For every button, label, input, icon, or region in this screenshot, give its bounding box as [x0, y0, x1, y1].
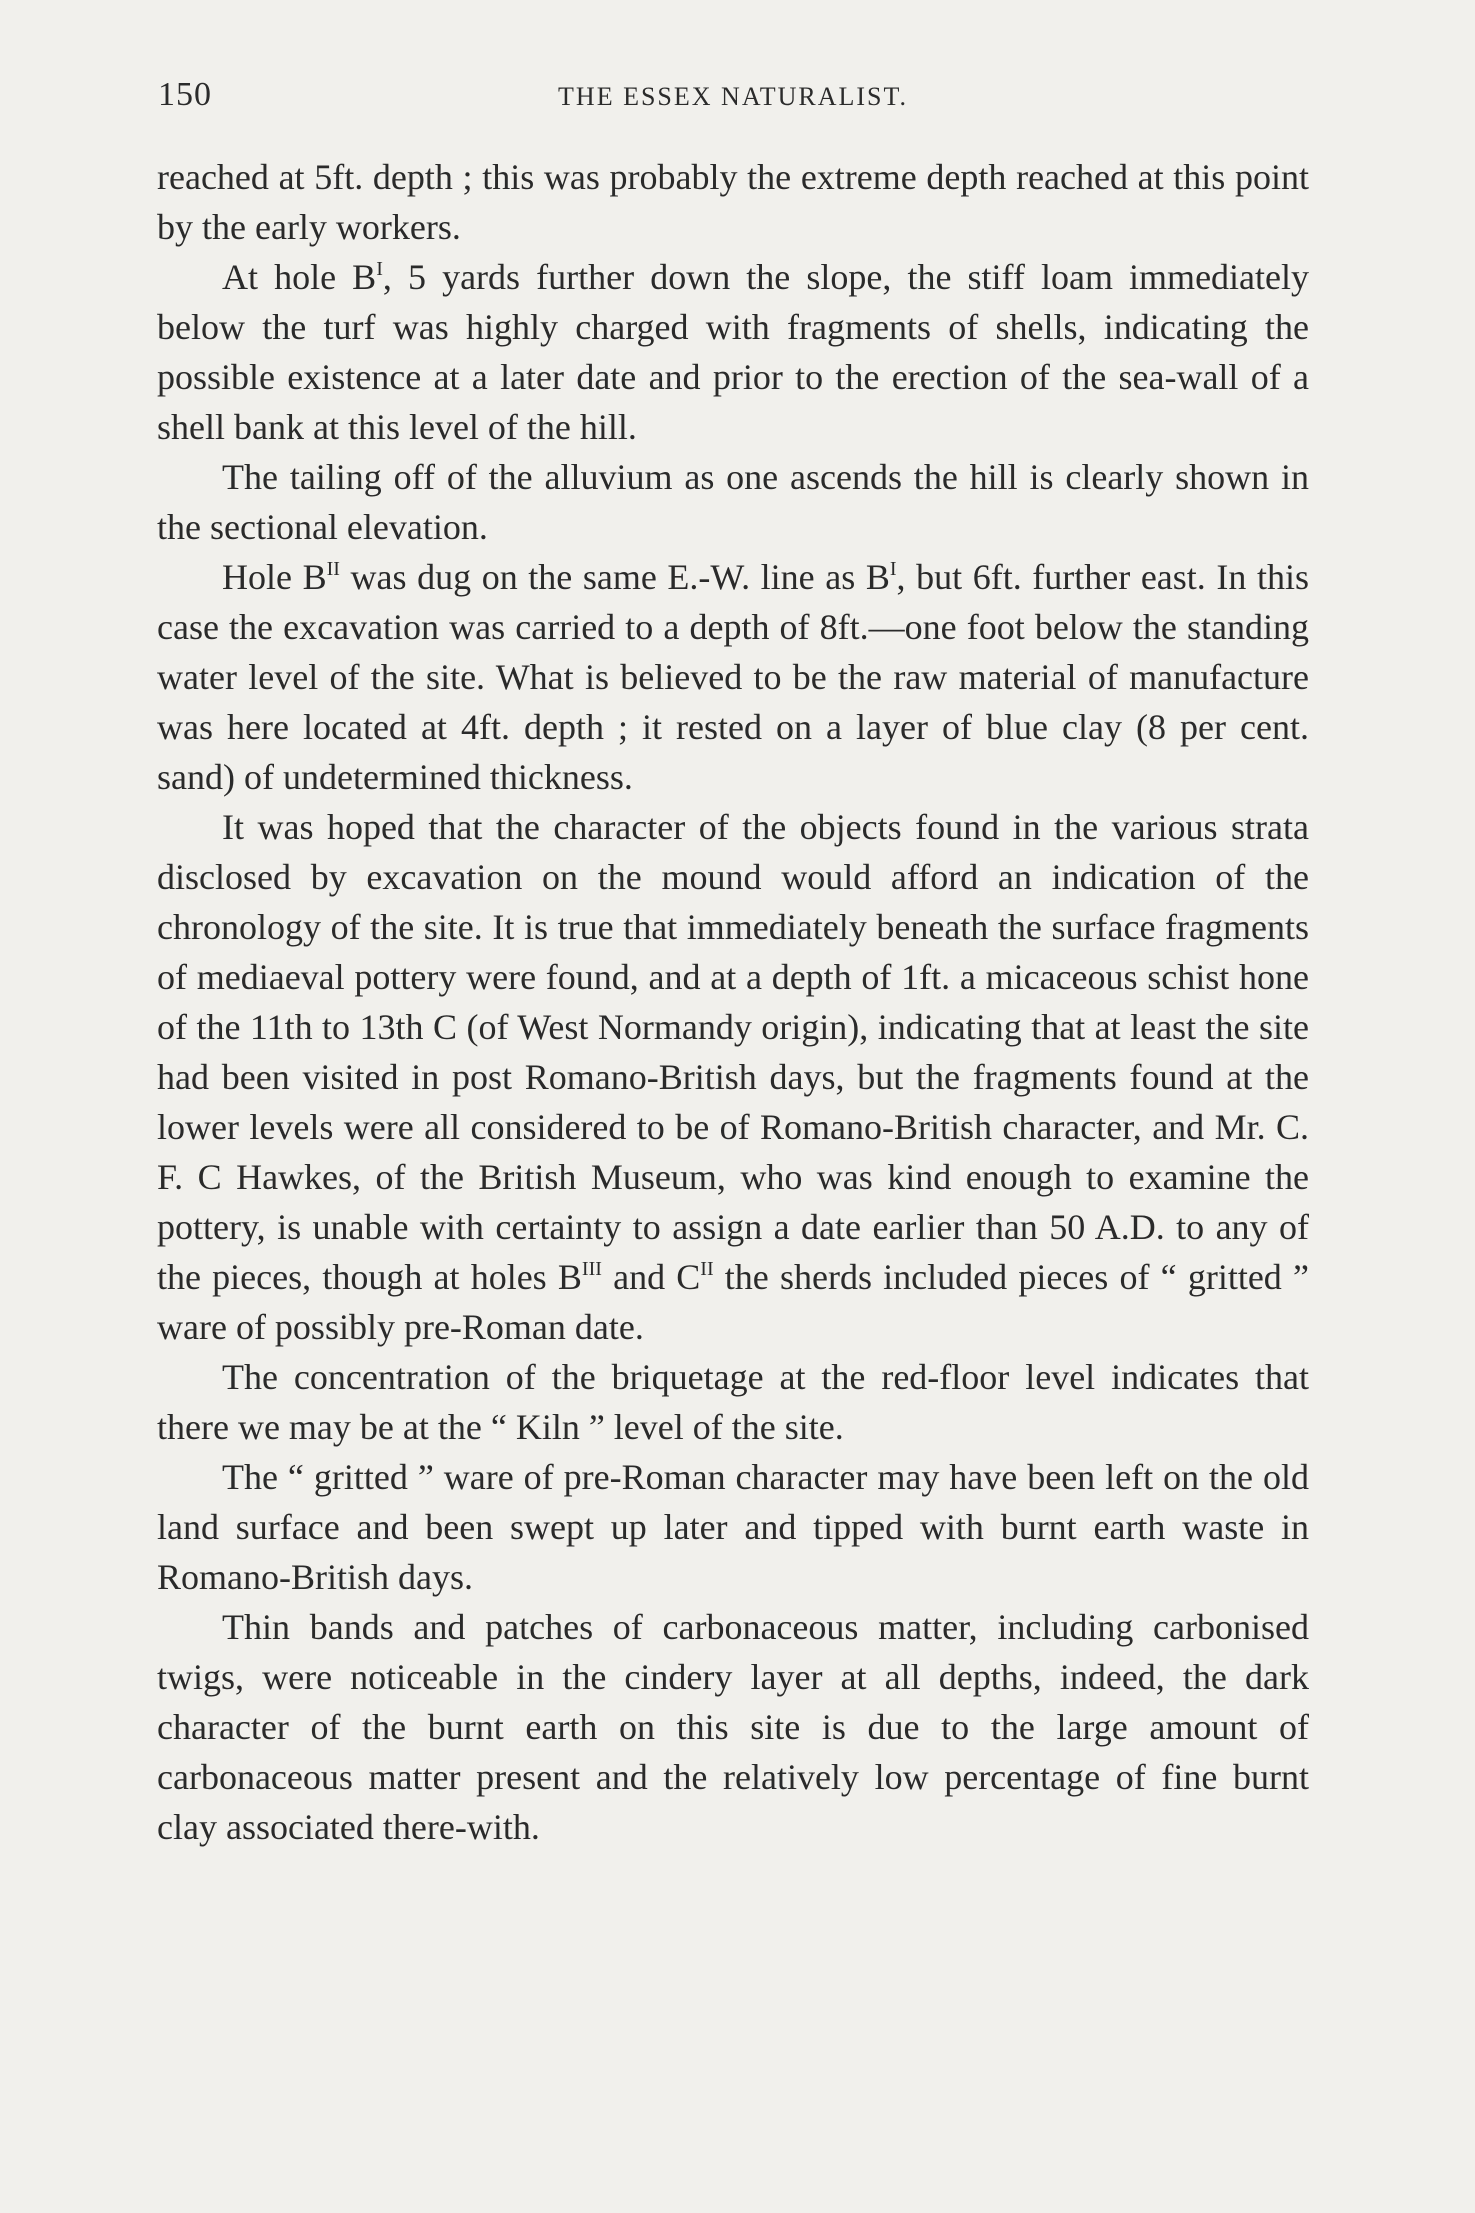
paragraph-2: At hole $B^I$, 5 yards further down the slope, the stiff loam immediately below the turf was highly charged with fragments of shells, indicating the possible existence at a later date and prior to the erection of the sea-wall of a shell bank at this level of the hill.: [157, 257, 1310, 447]
superscript: II: [700, 1258, 714, 1280]
paragraph-6: The concentration of the briquetage at the red-floor level indicates that there we may be at the “ Kiln ” level of the site.: [157, 1357, 1309, 1447]
superscript: III: [581, 1258, 602, 1280]
body-text: [157, 152, 1309, 1852]
paragraph-1: reached at 5ft. depth ; this was probably the extreme depth reached at this point by the early workers.: [157, 157, 1309, 247]
paragraph-5: It was hoped that the character of the objects found in the various strata disclosed by excavation on the mound would afford an indication of the chronology of the site. It is true that immediately beneath the surface fragments of mediaeval pottery were found, and at a depth of 1ft. a micaceous schist hone of the 11th to 13th C (of West Normandy origin), indicating that at least the site had been visited in post Romano-British days, but the fragments found at the lower levels were all considered to be of Romano-British character, and Mr. C. F. C Hawkes, of the British Museum, who was kind enough to examine the pottery, is unable with certainty to assign a date earlier than 50 A.D. to any of the pieces, though at holes $B^{III}$ and $C^{II}$ the sherds included pieces of “ gritted ” ware of possibly pre-Roman date.: [157, 807, 1309, 1347]
paragraph-7: The “ gritted ” ware of pre-Roman character may have been left on the old land surface and been swept up later and tipped with burnt earth waste in Romano-British days.: [157, 1457, 1309, 1597]
superscript: I: [889, 558, 897, 580]
superscript: II: [326, 558, 340, 580]
page-header: [158, 76, 1308, 126]
paragraph-8: Thin bands and patches of carbonaceous matter, including carbonised twigs, were noticeable in the cindery layer at all depths, indeed, the dark character of the burnt earth on this site is due to the large amount of carbonaceous matter present and the relatively low percentage of fine burnt clay associated there-with.: [157, 1607, 1309, 1847]
superscript: I: [376, 258, 383, 280]
paragraph-4: Hole $B^{II}$ was dug on the same E.-W. line as $B^I$, but 6ft. further east. In this case the excavation was carried to a depth of 8ft.—one foot below the standing water level of the site. What is believed to be the raw material of manufacture was here located at 4ft. depth ; it rested on a layer of blue clay (8 per cent. sand) of undetermined thickness.: [157, 557, 1309, 797]
page-number: 150: [158, 76, 212, 113]
paragraph-3: The tailing off of the alluvium as one ascends the hill is clearly shown in the sectional elevation.: [157, 457, 1309, 547]
running-title: THE ESSEX NATURALIST.: [558, 82, 908, 111]
